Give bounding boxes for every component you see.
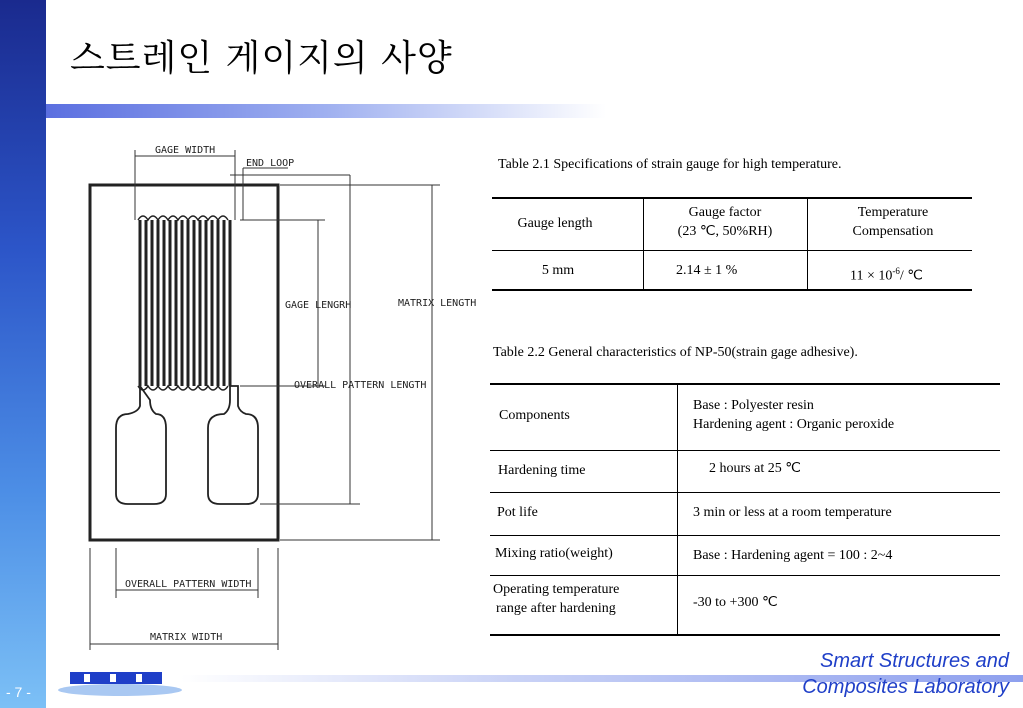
gage-length-label: GAGE LENGRH	[285, 300, 352, 311]
lab-name	[802, 648, 1009, 700]
solder-tab-right	[208, 386, 258, 504]
table1-value-length: 5 mm	[541, 263, 575, 278]
table1-top-rule	[492, 197, 972, 199]
lab-name-line1: Smart Structures and	[820, 650, 1009, 672]
table2-row-rule-3	[490, 535, 1000, 536]
temperature-line1: Temperature	[857, 205, 929, 220]
matrix-length-label: MATRIX LENGTH	[398, 298, 477, 309]
page-number: - 7 -	[6, 684, 31, 700]
matrix-width-label: MATRIX WIDTH	[150, 632, 223, 643]
table2-col-divider	[677, 383, 678, 636]
table2-label-components: Components	[499, 408, 570, 423]
table2-caption: Table 2.2 General characteristics of NP-50(strain gage adhesive).	[493, 345, 858, 360]
compensation-unit: / ℃	[899, 268, 924, 284]
temperature-line2: Compensation	[852, 224, 934, 239]
table2-row-rule-4	[490, 575, 1000, 576]
matrix-outline	[90, 185, 278, 540]
table1-header-gauge-length: Gauge length	[517, 216, 593, 231]
end-loop-label: END LOOP	[246, 158, 295, 169]
solder-tab-left	[116, 386, 166, 504]
table1-value-factor: 2.14 ± 1 %	[676, 263, 738, 278]
gauge-factor-line2: (23 ℃, 50%RH)	[677, 224, 773, 239]
table2-label-operating-temperature	[493, 580, 619, 618]
gage-width-label: GAGE WIDTH	[155, 145, 216, 156]
table2-label-hardening-time: Hardening time	[498, 463, 586, 478]
table2-bottom-rule	[490, 634, 1000, 636]
table1-bottom-rule	[492, 289, 972, 291]
operating-temp-line2: range after hardening	[496, 601, 616, 616]
title-underline	[46, 104, 606, 118]
components-line1: Base : Polyester resin	[693, 398, 814, 413]
table2-label-mixing-ratio: Mixing ratio(weight)	[495, 546, 613, 561]
table2-value-components	[693, 396, 894, 434]
compensation-exponent: -6	[892, 266, 900, 276]
dimension-lines	[90, 150, 440, 650]
operating-temp-line1: Operating temperature	[493, 582, 620, 597]
strain-gauge-diagram	[80, 138, 480, 658]
table2-value-mixing-ratio: Base : Hardening agent = 100 : 2~4	[693, 548, 893, 563]
gauge-grid	[140, 220, 230, 386]
gauge-factor-line1: Gauge factor	[688, 205, 762, 220]
table2-top-rule	[490, 383, 1000, 385]
table1-header-temperature	[807, 203, 979, 241]
institute-logo	[58, 664, 188, 708]
table2-row-rule-1	[490, 450, 1000, 451]
components-line2: Hardening agent : Organic peroxide	[693, 417, 895, 432]
table1-value-compensation	[850, 262, 923, 286]
table2-value-pot-life: 3 min or less at a room temperature	[693, 505, 892, 520]
table2-row-rule-2	[490, 492, 1000, 493]
table2-value-hardening-time: 2 hours at 25 ℃	[709, 461, 801, 476]
table2-value-operating-temperature: -30 to +300 ℃	[693, 595, 778, 610]
table1-caption: Table 2.1 Specifications of strain gauge for high temperature.	[498, 157, 842, 172]
table1-header-gauge-factor	[643, 203, 807, 241]
compensation-base: 11 × 10	[850, 268, 893, 284]
page-title: 스트레인 게이지의 사양	[70, 38, 453, 79]
side-accent-bar	[0, 0, 46, 708]
table2-label-pot-life: Pot life	[497, 505, 538, 520]
lab-name-line2: Composites Laboratory	[802, 676, 1009, 698]
table1-header-rule	[492, 250, 972, 251]
overall-pattern-width-label: OVERALL PATTERN WIDTH	[125, 579, 252, 590]
overall-pattern-length-label: OVERALL PATTERN LENGTH	[294, 380, 427, 391]
